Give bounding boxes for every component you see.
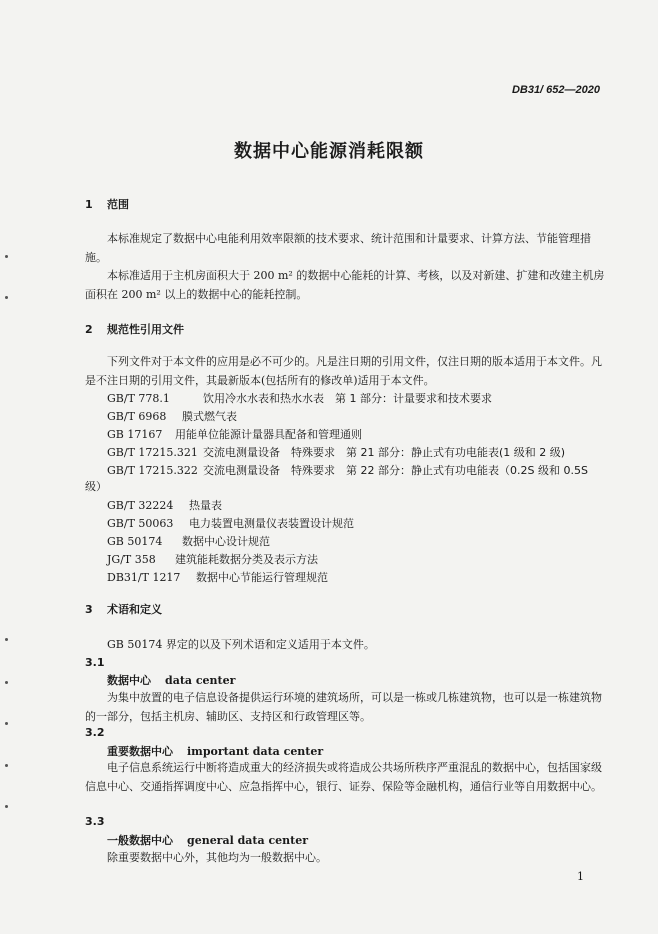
reference-code: GB/T 778.1 (107, 392, 170, 405)
reference-continuation (85, 478, 107, 494)
reference-name: 饮用冷水水表和热水水表 第 1 部分：计量要求和技术要求 (203, 392, 492, 405)
reference-item (107, 408, 237, 424)
reference-name: 交流电测量设备 特殊要求 第 21 部分：静止式有功电能表(1 级和 2 级) (203, 446, 566, 459)
scan-mark (5, 764, 8, 767)
term-heading (107, 672, 235, 688)
section-heading-terms (85, 601, 162, 617)
section-heading-scope (85, 196, 129, 212)
scope-paragraph-2: 本标准适用于主机房面积大于 200 m² 的数据中心能耗的计算、考核，以及对新建、扩建和改建主机房面积在 200 m² 以上的数据中心的能耗控制。 (85, 269, 605, 301)
reference-item (107, 569, 328, 585)
document-code: DB31/ 652—2020 (511, 84, 600, 96)
clause-number: 3.2 (85, 726, 105, 739)
scan-mark (5, 805, 8, 808)
reference-item (107, 515, 354, 531)
reference-code: GB/T 6968 (107, 410, 167, 423)
reference-code: JG/T 358 (107, 553, 156, 566)
term-definition: 电子信息系统运行中断将造成重大的经济损失或将造成公共场所秩序严重混乱的数据中心，包括国家级信息中心、交通指挥调度中心、应急指挥中心，银行、证券、保险等金融机构，通信行业等自用数据中心。 (85, 761, 602, 793)
reference-item (107, 444, 565, 460)
section-title: 规范性引用文件 (107, 323, 184, 336)
term-heading (107, 743, 323, 759)
reference-item (107, 390, 492, 406)
reference-item (107, 551, 318, 567)
reference-name: 热量表 (189, 499, 222, 512)
term-zh: 重要数据中心 (107, 745, 173, 758)
scan-mark (5, 255, 8, 258)
reference-code: GB/T 50063 (107, 517, 174, 530)
references-intro: 下列文件对于本文件的应用是必不可少的。凡是注日期的引用文件，仅注日期的版本适用于本文件。凡是不注日期的引用文件，其最新版本(包括所有的修改单)适用于本文件。 (85, 355, 602, 387)
reference-code: GB/T 17215.321 (107, 446, 198, 459)
reference-code: GB 17167 (107, 428, 163, 441)
document-title: 数据中心能源消耗限额 (234, 141, 424, 162)
section-title: 范围 (107, 198, 129, 211)
reference-code: GB/T 17215.322 (107, 464, 198, 477)
term-zh: 数据中心 (107, 674, 151, 687)
scan-mark (5, 296, 8, 299)
reference-name: 级） (85, 480, 107, 493)
term-en: important data center (187, 745, 324, 758)
reference-item (107, 462, 588, 478)
term-en: general data center (187, 834, 309, 847)
reference-item (107, 426, 362, 442)
section-title: 术语和定义 (107, 603, 162, 616)
term-definition: 为集中放置的电子信息设备提供运行环境的建筑场所，可以是一栋或几栋建筑物，也可以是一栋建筑物的一部分，包括主机房、辅助区、支持区和行政管理区等。 (85, 691, 602, 723)
clause-number: 3.1 (85, 656, 105, 669)
scan-mark (5, 638, 8, 641)
section-heading-references (85, 321, 184, 337)
section-number: 3 (85, 603, 93, 616)
terms-intro: GB 50174 界定的以及下列术语和定义适用于本文件。 (107, 638, 375, 651)
reference-code: GB/T 32224 (107, 499, 174, 512)
scan-mark (5, 681, 8, 684)
page-number: 1 (577, 870, 584, 883)
scope-paragraph-1: 本标准规定了数据中心电能利用效率限额的技术要求、统计范围和计量要求、计算方法、节能管理措施。 (85, 232, 591, 264)
reference-name: 建筑能耗数据分类及表示方法 (175, 553, 318, 566)
reference-name: 交流电测量设备 特殊要求 第 22 部分：静止式有功电能表（0.2S 级和 0.5S (203, 464, 588, 477)
term-heading (107, 832, 308, 848)
reference-name: 电力装置电测量仪表装置设计规范 (189, 517, 354, 530)
scan-mark (5, 722, 8, 725)
section-number: 2 (85, 323, 93, 336)
reference-name: 数据中心节能运行管理规范 (196, 571, 328, 584)
term-zh: 一般数据中心 (107, 834, 173, 847)
reference-code: GB 50174 (107, 535, 163, 548)
term-definition: 除重要数据中心外，其他均为一般数据中心。 (107, 851, 327, 864)
reference-name: 膜式燃气表 (182, 410, 237, 423)
term-en: data center (165, 674, 236, 687)
reference-item (107, 497, 222, 513)
reference-item (107, 533, 270, 549)
clause-number: 3.3 (85, 815, 105, 828)
reference-code: DB31/T 1217 (107, 571, 181, 584)
reference-name: 数据中心设计规范 (182, 535, 270, 548)
reference-name: 用能单位能源计量器具配备和管理通则 (175, 428, 362, 441)
section-number: 1 (85, 198, 93, 211)
